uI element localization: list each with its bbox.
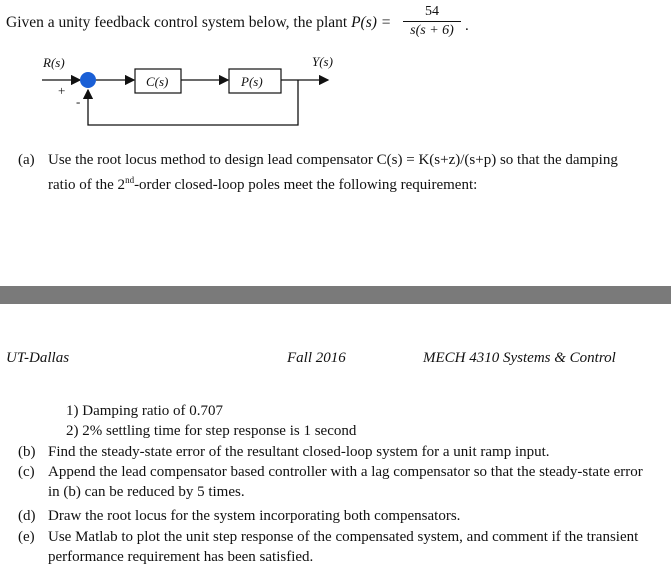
page-divider-band bbox=[0, 286, 671, 304]
part-a-superscript: nd bbox=[125, 175, 135, 185]
requirement-2: 2) 2% settling time for step response is 1 second bbox=[66, 423, 357, 439]
footer-term: Fall 2016 bbox=[287, 350, 346, 366]
block-diagram bbox=[0, 50, 671, 135]
part-b-text: Find the steady-state error of the resultant closed-loop system for a unit ramp input. bbox=[48, 444, 550, 460]
footer-course: MECH 4310 Systems & Control bbox=[423, 350, 616, 366]
minus-sign: - bbox=[76, 94, 81, 109]
plant-label: P(s) bbox=[241, 74, 263, 89]
part-a-text-2: -order closed-loop poles meet the following requirement: bbox=[134, 177, 478, 193]
part-c-label: (c) bbox=[18, 464, 35, 480]
part-e-text: Use Matlab to plot the unit step response of the compensated system, and comment if the transient performance requirement has been satisfied. bbox=[48, 529, 639, 565]
controller-label: C(s) bbox=[146, 74, 169, 89]
statement-period: . bbox=[465, 18, 469, 34]
fraction-bar bbox=[403, 21, 461, 22]
output-label: Y(s) bbox=[312, 54, 333, 69]
summing-junction bbox=[80, 72, 96, 88]
tf-denominator: s(s + 6) bbox=[410, 23, 454, 38]
plant-symbol: P(s) = bbox=[351, 14, 392, 31]
part-a-label: (a) bbox=[18, 152, 35, 168]
feedback-path bbox=[88, 80, 298, 125]
tf-numerator: 54 bbox=[425, 4, 439, 19]
part-a-text-1: Use the root locus method to design lead compensator C(s) = K(s+z)/(s+p) so that the damping ratio of the 2 bbox=[48, 152, 618, 193]
part-a-text bbox=[48, 150, 648, 195]
input-label: R(s) bbox=[43, 55, 65, 70]
intro-text: Given a unity feedback control system below, the plant bbox=[6, 14, 352, 31]
plant-transfer-function bbox=[403, 4, 461, 39]
part-b-label: (b) bbox=[18, 444, 36, 460]
part-d-label: (d) bbox=[18, 508, 36, 524]
part-c-text: Append the lead compensator based controller with a lag compensator so that the steady-state error in (b) can be reduced by 5 times. bbox=[48, 464, 643, 500]
requirement-1: 1) Damping ratio of 0.707 bbox=[66, 403, 224, 419]
plus-sign: + bbox=[58, 83, 66, 98]
problem-statement bbox=[6, 14, 391, 32]
part-e-label: (e) bbox=[18, 529, 35, 545]
footer-school: UT-Dallas bbox=[6, 350, 70, 366]
part-d-text: Draw the root locus for the system incorporating both compensators. bbox=[48, 508, 461, 524]
